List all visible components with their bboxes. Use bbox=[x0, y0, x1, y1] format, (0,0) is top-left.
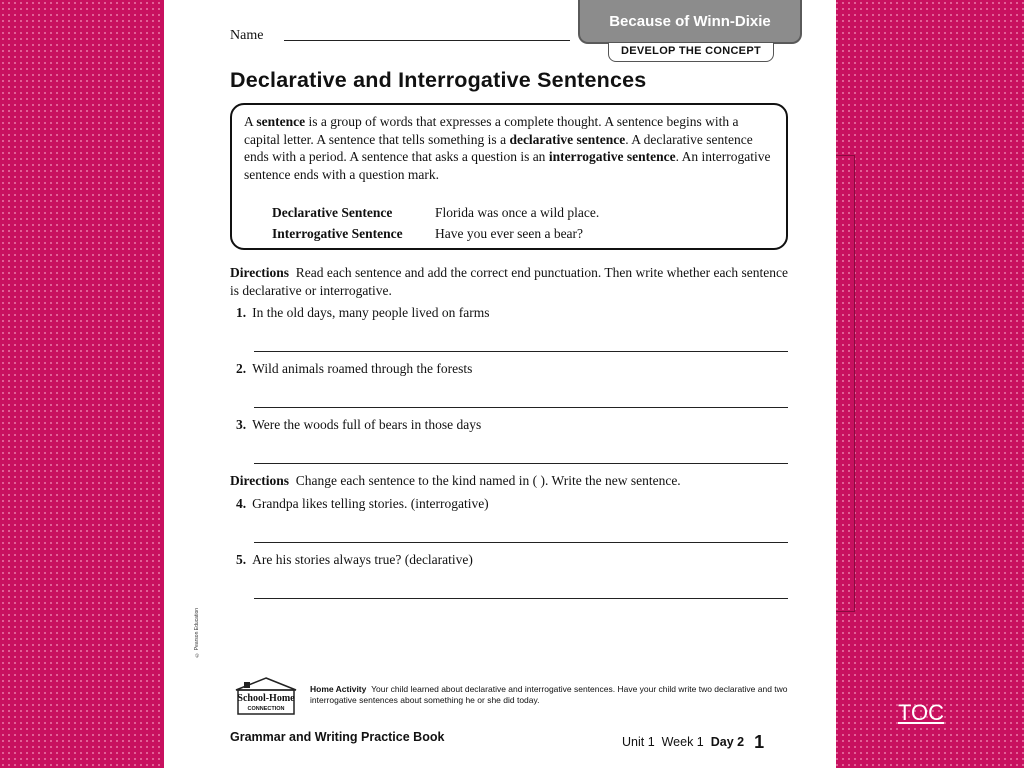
answer-line-3[interactable] bbox=[254, 463, 788, 464]
question-text: Grandpa likes telling stories. (interrogative) bbox=[252, 496, 489, 511]
page-number: 1 bbox=[754, 732, 765, 752]
slide-frame-lines bbox=[836, 155, 855, 612]
directions-2 bbox=[230, 472, 790, 490]
rule-text bbox=[244, 113, 774, 183]
worksheet-page bbox=[164, 0, 836, 768]
example-text: Florida was once a wild place. bbox=[435, 205, 600, 220]
rule-segment: . An interrogative sentence ends with a question mark. bbox=[244, 149, 771, 182]
rule-segment: A bbox=[244, 114, 257, 129]
home-activity-text: Your child learned about declarative and interrogative sentences. Have your child write two declarative and two interrogative sentences about something he or she did today. bbox=[310, 684, 788, 705]
question-text: Wild animals roamed through the forests bbox=[252, 361, 473, 376]
footer-day: Day 2 bbox=[710, 735, 745, 749]
example-declarative bbox=[272, 204, 599, 222]
rule-segment: is a group of words that expresses a complete thought. A sentence begins with a capital letter. A sentence that tells something is a bbox=[244, 114, 739, 147]
question-number: 4. bbox=[236, 496, 247, 511]
worksheet-title: Declarative and Interrogative Sentences bbox=[230, 68, 647, 92]
directions-text: Read each sentence and add the correct end punctuation. Then write whether each sentence is declarative or interrogative. bbox=[230, 265, 789, 298]
name-label: Name bbox=[230, 28, 264, 43]
example-text: Have you ever seen a bear? bbox=[435, 226, 584, 241]
footer-location bbox=[622, 730, 764, 751]
rule-term: declarative sentence bbox=[509, 131, 626, 147]
question-number: 2. bbox=[236, 361, 247, 376]
footer-unit: Unit 1 bbox=[622, 735, 655, 749]
question-number: 1. bbox=[236, 305, 247, 320]
question-4 bbox=[236, 496, 489, 512]
question-5 bbox=[236, 552, 473, 568]
directions-1 bbox=[230, 264, 790, 300]
question-2 bbox=[236, 361, 472, 377]
answer-line-1[interactable] bbox=[254, 351, 788, 352]
name-line bbox=[284, 40, 570, 41]
example-interrogative bbox=[272, 225, 583, 243]
question-number: 5. bbox=[236, 552, 247, 567]
directions-label: Directions bbox=[230, 265, 289, 280]
question-text: Were the woods full of bears in those days bbox=[252, 417, 482, 432]
question-text: Are his stories always true? (declarative) bbox=[252, 552, 473, 567]
rule-box bbox=[230, 103, 788, 250]
question-1 bbox=[236, 305, 489, 321]
question-number: 3. bbox=[236, 417, 247, 432]
logo-title: School-Home bbox=[237, 693, 295, 704]
answer-line-2[interactable] bbox=[254, 407, 788, 408]
logo-subtitle: CONNECTION bbox=[247, 706, 285, 712]
directions-label: Directions bbox=[230, 473, 289, 488]
develop-concept-label: DEVELOP THE CONCEPT bbox=[608, 42, 774, 62]
example-label: Declarative Sentence bbox=[272, 205, 393, 220]
home-activity-note bbox=[310, 684, 788, 706]
toc-link[interactable]: TOC bbox=[898, 700, 945, 725]
question-3 bbox=[236, 417, 481, 433]
question-text: In the old days, many people lived on farms bbox=[252, 305, 490, 320]
answer-line-4[interactable] bbox=[254, 542, 788, 543]
school-home-logo bbox=[230, 676, 302, 716]
answer-line-5[interactable] bbox=[254, 598, 788, 599]
rule-term: sentence bbox=[256, 114, 306, 129]
home-activity-label: Home Activity bbox=[310, 684, 367, 694]
rule-segment: . A declarative sentence ends with a period. A sentence that asks a question is an bbox=[244, 131, 753, 164]
rule-term: interrogative sentence bbox=[548, 149, 676, 164]
directions-text: Change each sentence to the kind named in ( ). Write the new sentence. bbox=[295, 473, 681, 488]
story-tab: Because of Winn-Dixie bbox=[578, 0, 802, 44]
copyright-notice: © Pearson Education bbox=[194, 608, 200, 658]
footer-week: Week 1 bbox=[661, 735, 704, 749]
footer-book-title: Grammar and Writing Practice Book bbox=[230, 730, 445, 744]
example-label: Interrogative Sentence bbox=[272, 226, 403, 241]
